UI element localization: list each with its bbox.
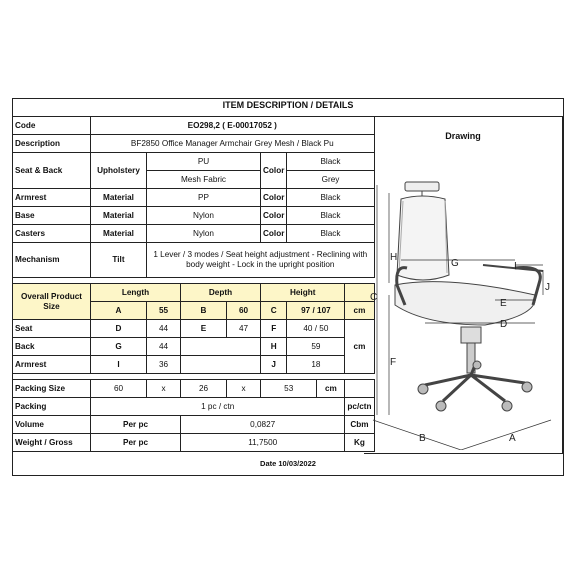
armrest-dims-row [13, 356, 375, 374]
dim-e-value: 47 [227, 320, 261, 338]
packing-size-x2: x [227, 380, 261, 398]
description-row [13, 135, 375, 153]
dim-c-value: 97 / 107 [287, 302, 345, 320]
spec-table [12, 116, 378, 452]
description-label: Description [13, 135, 91, 153]
dims-header-row [13, 284, 375, 302]
dim-f-value: 40 / 50 [287, 320, 345, 338]
packing-size-unit: cm [317, 380, 345, 398]
seat-back-mat2: Mesh Fabric [147, 171, 261, 189]
dim-h-value: 59 [287, 338, 345, 356]
dim-h-letter: H [261, 338, 287, 356]
base-label: Base [13, 207, 91, 225]
volume-value: 0,0827 [181, 416, 345, 434]
weight-value: 11,7500 [181, 434, 345, 452]
base-color-label: Color [261, 207, 287, 225]
dim-letter-d: D [500, 319, 508, 330]
seat-back-color2: Grey [287, 171, 374, 189]
packing-label: Packing [13, 398, 91, 416]
dim-i-value: 36 [147, 356, 181, 374]
casters-mat: Nylon [147, 225, 261, 243]
caster-shape [522, 382, 532, 392]
depth-header: Depth [181, 284, 261, 302]
base-sub: Material [91, 207, 147, 225]
seat-back-sub: Upholstery [91, 153, 147, 189]
packing-size-x1: x [147, 380, 181, 398]
dim-letter-j: J [545, 282, 550, 293]
volume-per: Per pc [91, 416, 181, 434]
caster-shape [436, 401, 446, 411]
caster-shape [473, 361, 481, 369]
dims-unit: cm [345, 320, 374, 374]
dim-d-value: 44 [147, 320, 181, 338]
volume-unit: Cbm [345, 416, 374, 434]
dim-f-letter: F [261, 320, 287, 338]
code-label: Code [13, 117, 91, 135]
dim-g-letter: G [91, 338, 147, 356]
armrest-label: Armrest [13, 189, 91, 207]
armrest-sub: Material [91, 189, 147, 207]
dim-letter-i: I [514, 261, 517, 272]
packing-size-row [13, 380, 375, 398]
seat-back-color-label: Color [261, 153, 287, 189]
seat-shape [395, 282, 535, 325]
weight-per: Per pc [91, 434, 181, 452]
seat-dims-label: Seat [13, 320, 91, 338]
packing-size-w: 26 [181, 380, 227, 398]
base-mat: Nylon [147, 207, 261, 225]
dim-d-letter: D [91, 320, 147, 338]
dim-e-letter: E [181, 320, 227, 338]
description-value: BF2850 Office Manager Armchair Grey Mesh / Black Pu [91, 135, 375, 153]
dim-b-letter: B [181, 302, 227, 320]
casters-color: Black [287, 225, 374, 243]
sheet-title: ITEM DESCRIPTION / DETAILS [222, 100, 354, 110]
volume-label: Volume [13, 416, 91, 434]
packing-unit: pc/ctn [345, 398, 374, 416]
dim-letter-e: E [500, 298, 507, 309]
dim-j-value: 18 [287, 356, 345, 374]
dim-letter-b: B [419, 433, 426, 444]
dim-letter-h: H [390, 252, 398, 263]
seat-back-row-1 [13, 153, 375, 171]
packing-value: 1 pc / ctn [91, 398, 345, 416]
weight-unit: Kg [345, 434, 374, 452]
back-dims-label: Back [13, 338, 91, 356]
overall-unit: cm [345, 302, 374, 320]
dim-b-value: 60 [227, 302, 261, 320]
volume-row [13, 416, 375, 434]
base-color: Black [287, 207, 374, 225]
packing-row [13, 398, 375, 416]
dim-letter-c: C [370, 292, 378, 303]
headrest-shape [405, 182, 439, 191]
back-dims-row [13, 338, 375, 356]
dim-letter-f: F [390, 357, 397, 368]
length-header: Length [91, 284, 181, 302]
date-stamp: Date 10/03/2022 [260, 459, 316, 468]
packing-size-h: 53 [261, 380, 317, 398]
dim-letter-a: A [509, 433, 516, 444]
mechanism-shape [461, 327, 481, 343]
casters-color-label: Color [261, 225, 287, 243]
code-row [13, 117, 375, 135]
mechanism-sub: Tilt [91, 243, 147, 278]
mechanism-value: 1 Lever / 3 modes / Seat height adjustment - Reclining with body weight - Lock in the upright position [147, 243, 375, 278]
caster-shape [418, 384, 428, 394]
mechanism-label: Mechanism [13, 243, 91, 278]
seat-dims-row [13, 320, 375, 338]
caster-shape [502, 401, 512, 411]
base-row [13, 207, 375, 225]
seat-back-color1: Black [287, 153, 374, 171]
armrest-row [13, 189, 375, 207]
weight-label: Weight / Gross [13, 434, 91, 452]
dim-c-letter: C [261, 302, 287, 320]
dim-j-letter: J [261, 356, 287, 374]
height-header: Height [261, 284, 345, 302]
armrest-dims-label: Armrest [13, 356, 91, 374]
overall-size-label: Overall Product Size [13, 284, 91, 320]
dim-g-value: 44 [147, 338, 181, 356]
code-value: EO298,2 ( E-00017052 ) [91, 117, 375, 135]
weight-row [13, 434, 375, 452]
drawing-label: Drawing [445, 131, 481, 141]
dim-a-value: 55 [147, 302, 181, 320]
mechanism-row [13, 243, 375, 278]
chair-drawing [365, 165, 561, 450]
dim-i-letter: I [91, 356, 147, 374]
armrest-mat: PP [147, 189, 261, 207]
casters-label: Casters [13, 225, 91, 243]
armrest-color-label: Color [261, 189, 287, 207]
casters-sub: Material [91, 225, 147, 243]
casters-row [13, 225, 375, 243]
packing-size-l: 60 [91, 380, 147, 398]
seat-back-mat1: PU [147, 153, 261, 171]
dim-a-letter: A [91, 302, 147, 320]
armrest-color: Black [287, 189, 374, 207]
packing-size-label: Packing Size [13, 380, 91, 398]
seat-back-label: Seat & Back [13, 153, 91, 189]
dim-letter-g: G [451, 258, 459, 269]
